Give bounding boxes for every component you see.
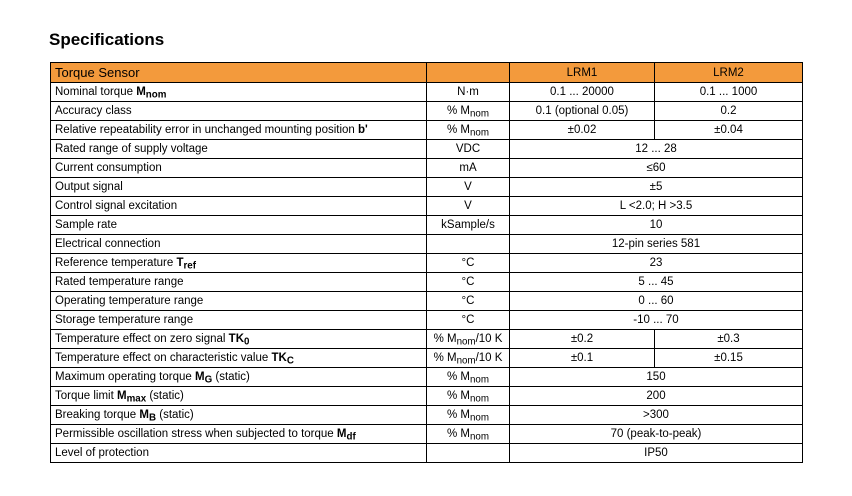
table-header-row [51,63,803,83]
row-label [51,197,427,216]
value-common: ±5 [510,178,803,197]
label-text: Level of protection [55,447,149,459]
table-row [51,140,803,159]
table-row [51,102,803,121]
label-subscript: ref [183,260,196,272]
label-symbol: M [194,371,205,383]
value-common: 200 [510,387,803,406]
row-label [51,387,427,406]
label-text: Temperature effect on zero signal [55,333,229,345]
label-tail: (static) [146,390,184,402]
row-label [51,349,427,368]
row-unit [427,102,510,121]
unit-text: °C [461,257,475,269]
row-unit [427,292,510,311]
unit-text: % M [447,124,470,136]
row-label [51,425,427,444]
label-text: Rated temperature range [55,276,184,288]
unit-text: VDC [455,143,481,155]
unit-subscript: nom [470,431,489,443]
unit-text: °C [461,314,475,326]
label-symbol: T [176,257,184,269]
unit-subscript: nom [456,336,476,348]
label-subscript: 0 [244,336,250,348]
table-row [51,121,803,140]
row-unit [427,254,510,273]
row-unit [427,273,510,292]
unit-subscript: nom [470,374,489,386]
label-symbol: TK [271,352,287,364]
label-text: Control signal excitation [55,200,178,212]
row-label [51,368,427,387]
label-text: Accuracy class [55,105,132,117]
label-text: Temperature effect on characteristic value [55,352,272,364]
unit-text: % M [447,409,470,421]
row-unit [427,235,510,254]
table-row [51,311,803,330]
row-label [51,83,427,102]
label-text: Maximum operating torque [55,371,195,383]
value-lrm2: 0.2 [655,102,803,121]
label-text: Relative repeatability error in unchanged mounting position [55,124,359,136]
row-unit [427,387,510,406]
row-label [51,216,427,235]
unit-text: V [464,200,472,212]
table-row [51,444,803,463]
label-subscript: B [148,412,157,424]
row-label [51,235,427,254]
label-subscript: C [286,355,294,367]
label-symbol: M [117,390,127,402]
value-lrm2: ±0.15 [655,349,803,368]
row-unit [427,444,510,463]
value-common: >300 [510,406,803,425]
table-row [51,216,803,235]
label-symbol: M [139,409,149,421]
label-text: Output signal [55,181,123,193]
value-lrm1: 0.1 (optional 0.05) [510,102,655,121]
label-subscript: df [346,431,356,443]
unit-subscript: nom [470,127,489,139]
row-label [51,406,427,425]
row-unit [427,425,510,444]
specifications-table [50,62,803,463]
table-row [51,178,803,197]
label-text: Permissible oscillation stress when subjected to torque [55,428,337,440]
row-label [51,273,427,292]
label-subscript: G [204,374,213,386]
unit-text: kSample/s [441,219,495,231]
unit-text: V [464,181,472,193]
table-row [51,197,803,216]
table-row [51,406,803,425]
unit-tail: /10 K [475,352,503,364]
table-row [51,368,803,387]
label-text: Rated range of supply voltage [55,143,208,155]
value-common: IP50 [510,444,803,463]
unit-text: % M [447,371,470,383]
row-label [51,159,427,178]
header-lrm2: LRM2 [655,63,803,83]
table-row [51,349,803,368]
header-unit [427,63,510,83]
table-row [51,425,803,444]
value-lrm1: ±0.2 [510,330,655,349]
label-text: Electrical connection [55,238,161,250]
label-text: Nominal torque [55,86,137,98]
table-row [51,273,803,292]
label-subscript: max [126,393,147,405]
table-row [51,330,803,349]
label-text: Storage temperature range [55,314,194,326]
value-lrm1: 0.1 ... 20000 [510,83,655,102]
table-row [51,159,803,178]
value-lrm1: ±0.02 [510,121,655,140]
row-unit [427,159,510,178]
label-text: Operating temperature range [55,295,204,307]
unit-text: % M [447,428,470,440]
value-common: -10 ... 70 [510,311,803,330]
label-text: Torque limit [55,390,117,402]
value-common: 70 (peak-to-peak) [510,425,803,444]
row-label [51,444,427,463]
unit-subscript: nom [456,355,476,367]
row-unit [427,140,510,159]
label-text: Breaking torque [55,409,140,421]
table-body [51,83,803,463]
table-row [51,387,803,406]
row-label [51,140,427,159]
row-unit [427,83,510,102]
value-common: L <2.0; H >3.5 [510,197,803,216]
unit-text: N·m [457,86,479,98]
row-label [51,254,427,273]
unit-subscript: nom [470,108,489,120]
label-tail: (static) [156,409,194,421]
unit-text: °C [461,276,475,288]
row-unit [427,406,510,425]
row-unit [427,368,510,387]
row-unit [427,330,510,349]
label-text: Reference temperature [55,257,177,269]
header-label: Torque Sensor [51,63,427,83]
row-label [51,292,427,311]
unit-text: % M [433,333,457,345]
row-unit [427,197,510,216]
row-label [51,178,427,197]
label-symbol: M [136,86,146,98]
value-common: 10 [510,216,803,235]
table-row [51,235,803,254]
row-unit [427,216,510,235]
value-common: 0 ... 60 [510,292,803,311]
value-common: 150 [510,368,803,387]
header-lrm1: LRM1 [510,63,655,83]
label-tail: (static) [212,371,250,383]
label-subscript: nom [145,89,167,101]
row-label [51,102,427,121]
unit-subscript: nom [470,412,489,424]
value-lrm2: ±0.04 [655,121,803,140]
row-label [51,121,427,140]
table-row [51,254,803,273]
label-symbol: M [336,428,347,440]
value-lrm1: ±0.1 [510,349,655,368]
row-unit [427,121,510,140]
unit-text: % M [447,105,470,117]
value-lrm2: 0.1 ... 1000 [655,83,803,102]
unit-tail: /10 K [475,333,503,345]
value-common: 12-pin series 581 [510,235,803,254]
row-unit [427,178,510,197]
unit-text: % M [447,390,470,402]
row-label [51,330,427,349]
unit-text: % M [433,352,457,364]
label-symbol: TK [228,333,245,345]
unit-text: mA [459,162,477,174]
row-label [51,311,427,330]
row-unit [427,349,510,368]
table-row [51,292,803,311]
value-common: 12 ... 28 [510,140,803,159]
label-symbol: b' [358,124,368,136]
value-common: 23 [510,254,803,273]
label-text: Sample rate [55,219,118,231]
row-unit [427,311,510,330]
value-common: 5 ... 45 [510,273,803,292]
label-text: Current consumption [55,162,162,174]
unit-subscript: nom [470,393,489,405]
page-title: Specifications [49,30,165,49]
unit-text: °C [461,295,475,307]
table-row [51,83,803,102]
value-common: ≤60 [510,159,803,178]
value-lrm2: ±0.3 [655,330,803,349]
